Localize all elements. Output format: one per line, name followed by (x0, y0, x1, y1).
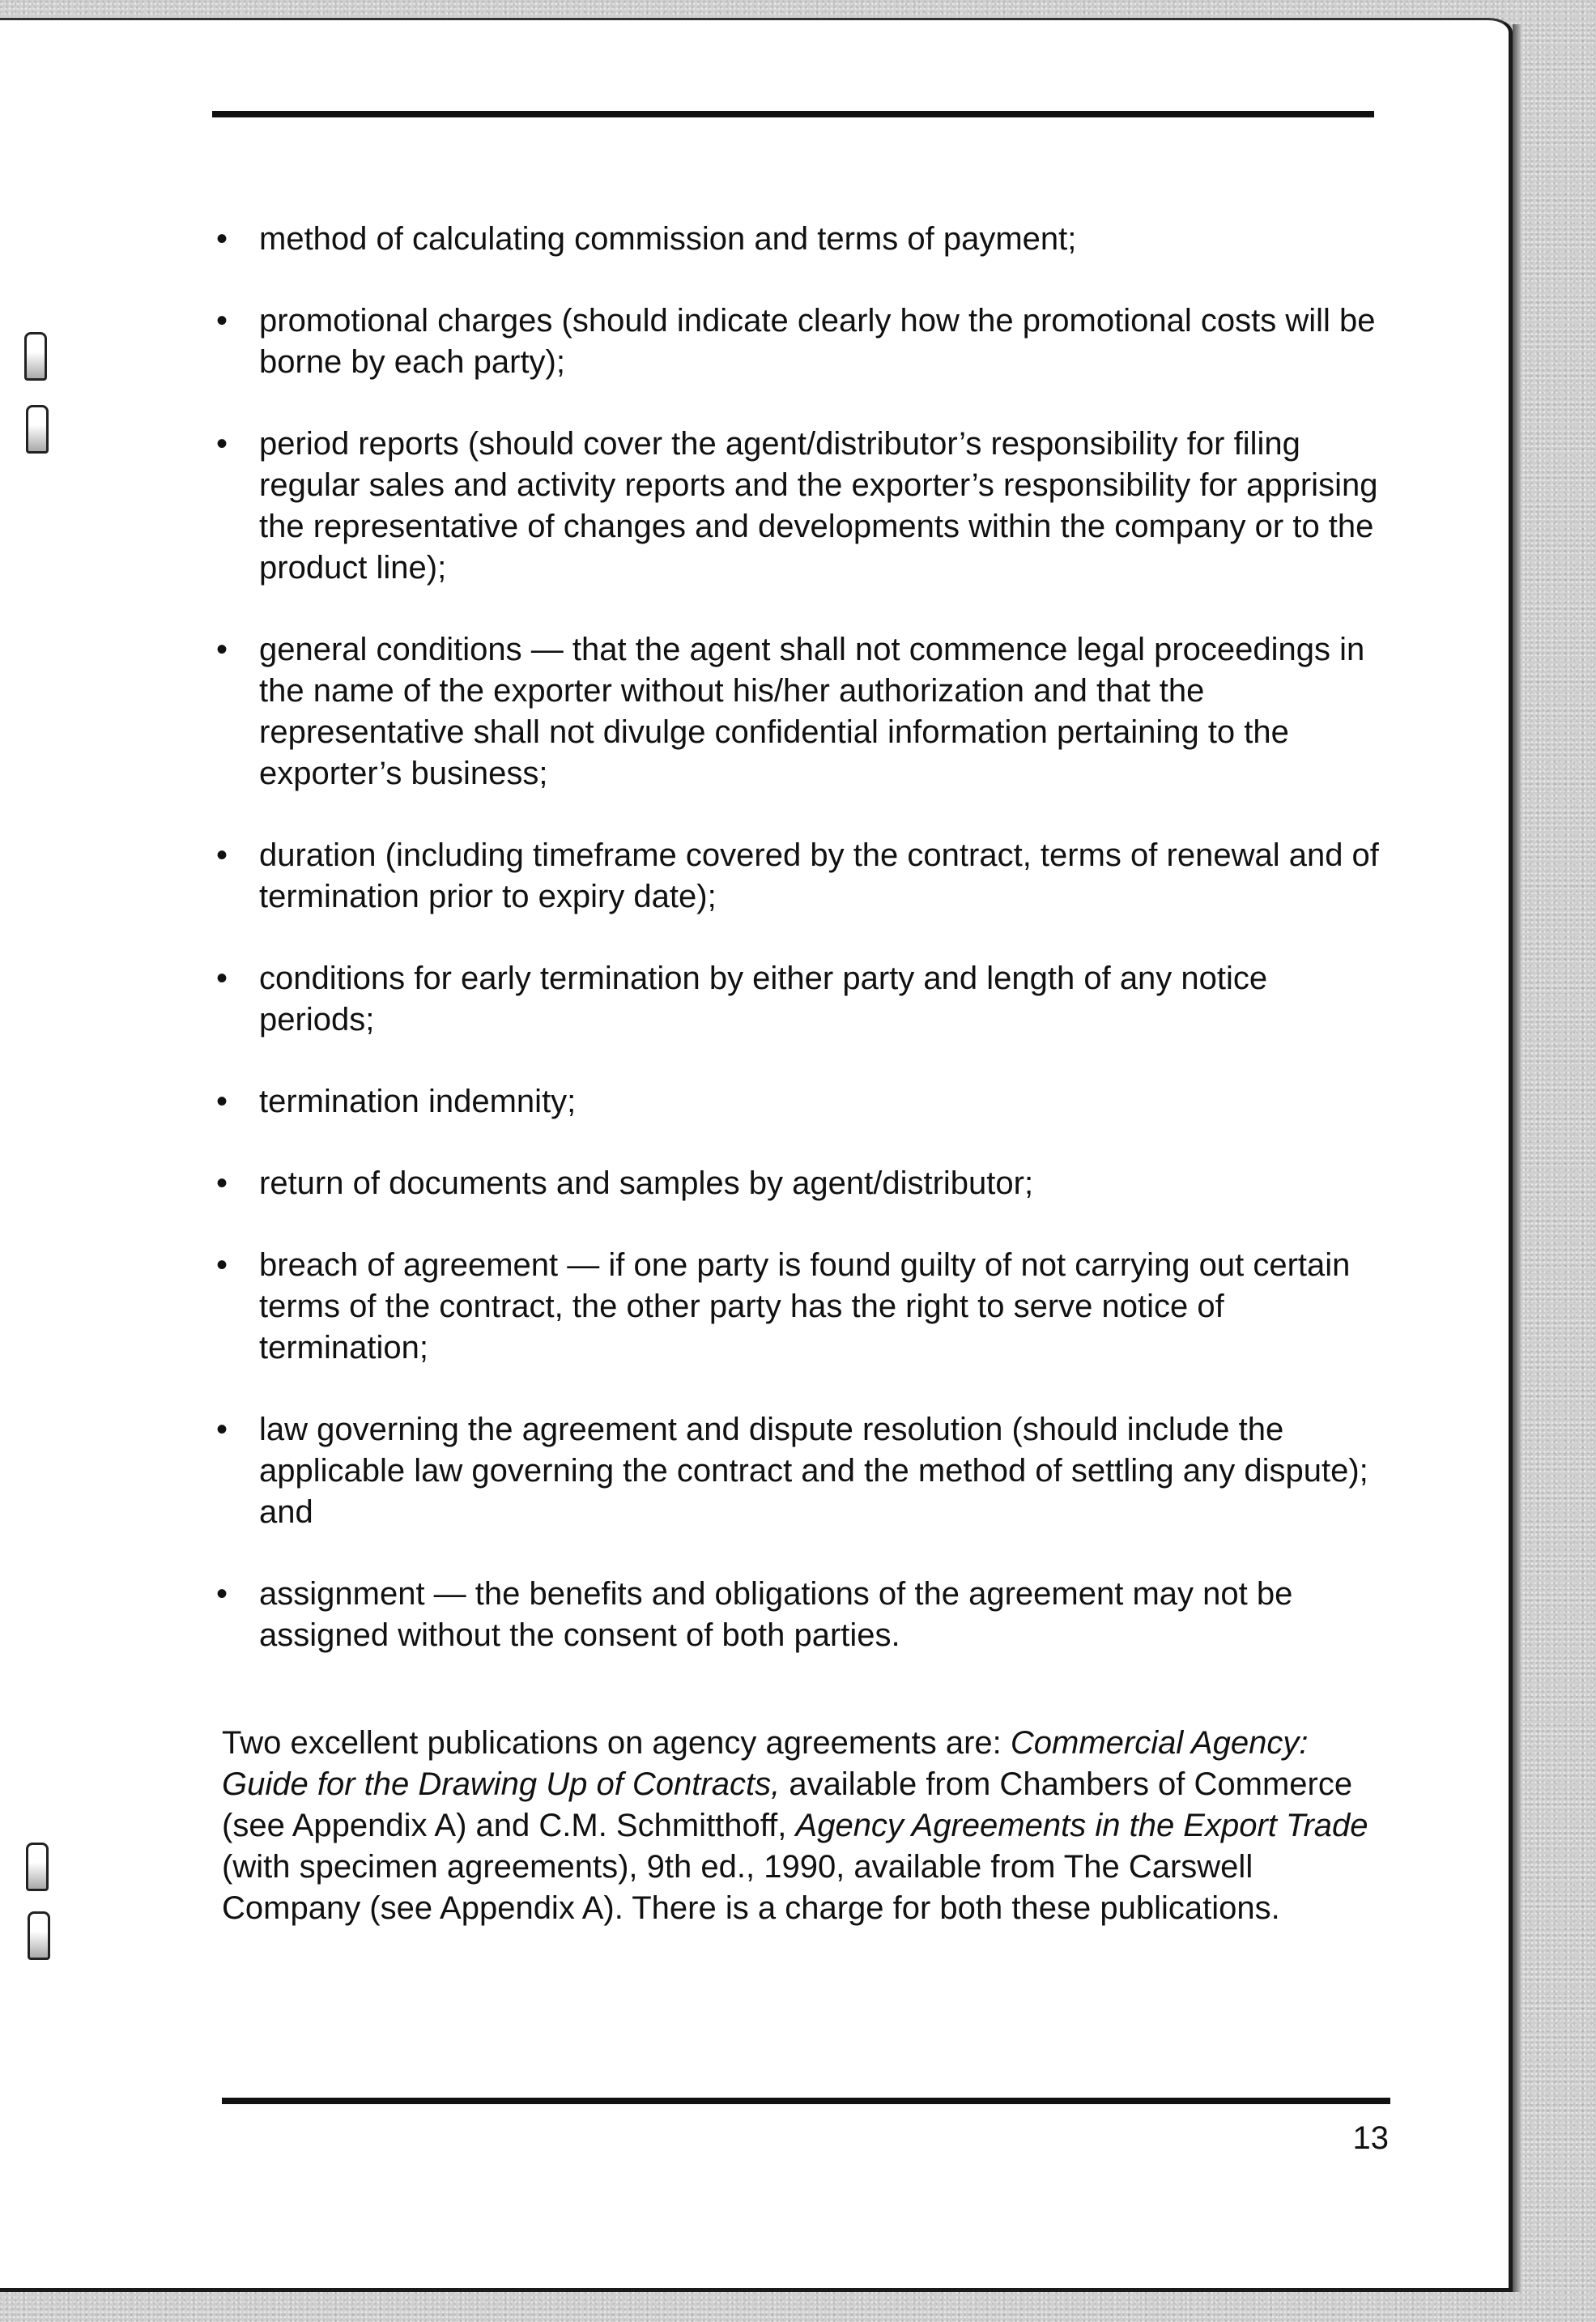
list-item (214, 1409, 1388, 1533)
page-edge-shadow (1513, 24, 1521, 2292)
bullet-icon: • (215, 1247, 228, 1283)
list-item-text: period reports (should cover the agent/distributor’s responsibility for filing regular sales and activity reports and the exporter’s responsibility for apprising the representative of changes and developments within the company or to the product line); (259, 426, 1378, 586)
publication-title: Commercial Agency: Guide for the Drawing Up of Contracts, (222, 1725, 1309, 1802)
binder-clip-top (24, 332, 47, 381)
list-item (214, 424, 1388, 589)
list-item (214, 1245, 1388, 1369)
publication-title: Agency Agreements in the Export Trade (795, 1808, 1368, 1843)
list-item-text: termination indemnity; (259, 1084, 577, 1119)
list-item-text: conditions for early termination by either party and length of any notice periods; (259, 961, 1268, 1037)
list-item (214, 219, 1388, 260)
list-item-text: general conditions — that the agent shall not commence legal proceedings in the name of the exporter without his/her authorization and that the representative shall not divulge confidential information pertaining to the exporter’s business; (259, 632, 1365, 791)
list-item-text: duration (including timeframe covered by the contract, terms of renewal and of termination prior to expiry date); (259, 837, 1379, 914)
list-item (214, 1163, 1388, 1204)
bullet-icon: • (215, 1412, 228, 1447)
page-number: 13 (1352, 2120, 1389, 2156)
bullet-icon: • (215, 632, 228, 667)
binder-clip-bottom (26, 1843, 49, 1891)
list-item-text: law governing the agreement and dispute resolution (should include the applicable law governing the contract and the method of settling any dispute); and (259, 1412, 1368, 1530)
list-item (214, 1574, 1388, 1656)
bottom-rule (222, 2098, 1390, 2104)
list-item-text: promotional charges (should indicate clearly how the promotional costs will be borne by each party); (259, 303, 1376, 380)
list-item (214, 835, 1388, 918)
bullet-icon: • (215, 426, 228, 462)
requirements-list (214, 219, 1388, 1697)
bullet-icon: • (215, 1084, 228, 1119)
list-item-text: method of calculating commission and terms of payment; (259, 221, 1077, 257)
paragraph-text: Two excellent publications on agency agreements are: (222, 1725, 1011, 1761)
bullet-icon: • (215, 961, 228, 996)
publications-paragraph (222, 1723, 1388, 1929)
list-item-text: assignment — the benefits and obligations of the agreement may not be assigned without the consent of both parties. (259, 1576, 1293, 1653)
list-item (214, 958, 1388, 1041)
list-item (214, 629, 1388, 795)
bullet-icon: • (215, 837, 228, 873)
bullet-icon: • (215, 303, 228, 339)
list-item (214, 300, 1388, 383)
bullet-icon: • (215, 1576, 228, 1612)
top-rule (212, 111, 1374, 117)
list-item-text: breach of agreement — if one party is found guilty of not carrying out certain terms of the contract, the other party has the right to serve notice of termination; (259, 1247, 1351, 1366)
binder-clip-bottom-lower (28, 1911, 50, 1960)
binder-clip-top-lower (26, 405, 49, 454)
bullet-icon: • (215, 221, 228, 257)
paragraph-text: (with specimen agreements), 9th ed., 1990, available from The Carswell Company (see Appendix A). There is a charge for both these publications. (222, 1849, 1280, 1926)
bullet-icon: • (215, 1165, 228, 1201)
list-item (214, 1081, 1388, 1123)
list-item-text: return of documents and samples by agent/distributor; (259, 1165, 1034, 1201)
paragraph-text: available from Chambers of Commerce (see Appendix A) and C.M. Schmitthoff, (222, 1766, 1353, 1843)
